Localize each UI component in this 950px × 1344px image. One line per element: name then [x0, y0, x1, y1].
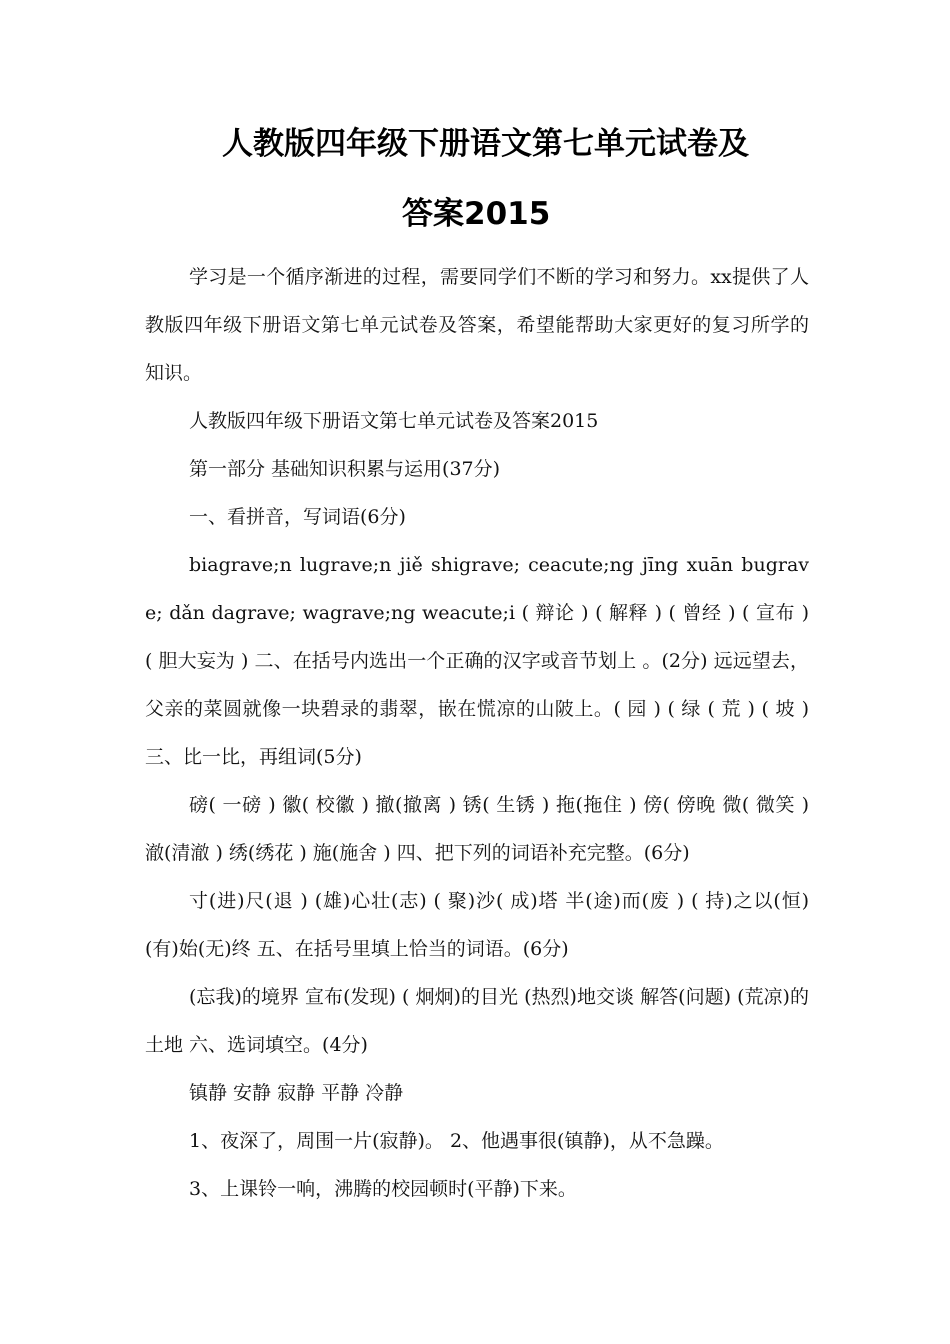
- paragraph-subtitle: 人教版四年级下册语文第七单元试卷及答案2015: [189, 410, 599, 432]
- paragraph-word-choices: 镇静 安静 寂静 平静 冷静: [189, 1082, 404, 1104]
- paragraph-compare-words: 磅( 一磅 ) 徽( 校徽 ) 撤(撤离 ) 锈( 生锈 ) 拖(拖住 ) 傍( 傍晚 微( 微笑 ) 澈(清澈 ) 绣(绣花 ) 施(施舍 ) 四、把下列的词语补充完整。(6分): [145, 794, 809, 864]
- document-title-line-2: 答案2015: [402, 196, 551, 232]
- paragraph-intro: 学习是一个循序渐进的过程，需要同学们不断的学习和努力。xx提供了人教版四年级下册语文第七单元试卷及答案，希望能帮助大家更好的复习所学的知识。: [145, 266, 809, 384]
- paragraph-part-one: 第一部分 基础知识积累与运用(37分): [189, 458, 501, 480]
- paragraph-fill-words: (忘我)的境界 宣布(发现) ( 炯炯)的目光 (热烈)地交谈 解答(问题) (荒凉)的土地 六、选词填空。(4分): [145, 986, 809, 1056]
- paragraph-pinyin-exercise: biagrave;n lugrave;n jiě shigrave; ceacute;ng jīng xuān bugrave; dǎn dagrave; wagrave;ng weacute;i ( 辩论 ) ( 解释 ) ( 曾经 ) ( 宣布 ) ( 胆大妄为 ) 二、在括号内选出一个正确的汉字或音节划上 。(2分) 远远望去，父亲的菜圆就像一块碧录的翡翠，嵌在慌凉的山陂上。( 园 ) ( 绿 ( 荒 ) ( 坡 ) 三、比一比，再组词(5分): [145, 554, 809, 768]
- paragraph-section-one: 一、看拼音，写词语(6分): [189, 506, 406, 528]
- paragraph-answers-1-2: 1、夜深了，周围一片(寂静)。 2、他遇事很(镇静)，从不急躁。: [189, 1130, 724, 1152]
- document-title-line-1: 人教版四年级下册语文第七单元试卷及: [222, 126, 749, 162]
- document-body: [145, 253, 809, 1213]
- paragraph-answer-3: 3、上课铃一响，沸腾的校园顿时(平静)下来。: [189, 1178, 577, 1200]
- paragraph-complete-idioms: 寸(进)尺(退 ) (雄)心壮(志) ( 聚)沙( 成)塔 半(途)而(废 ) ( 持)之以(恒) (有)始(无)终 五、在括号里填上恰当的词语。(6分): [145, 890, 809, 960]
